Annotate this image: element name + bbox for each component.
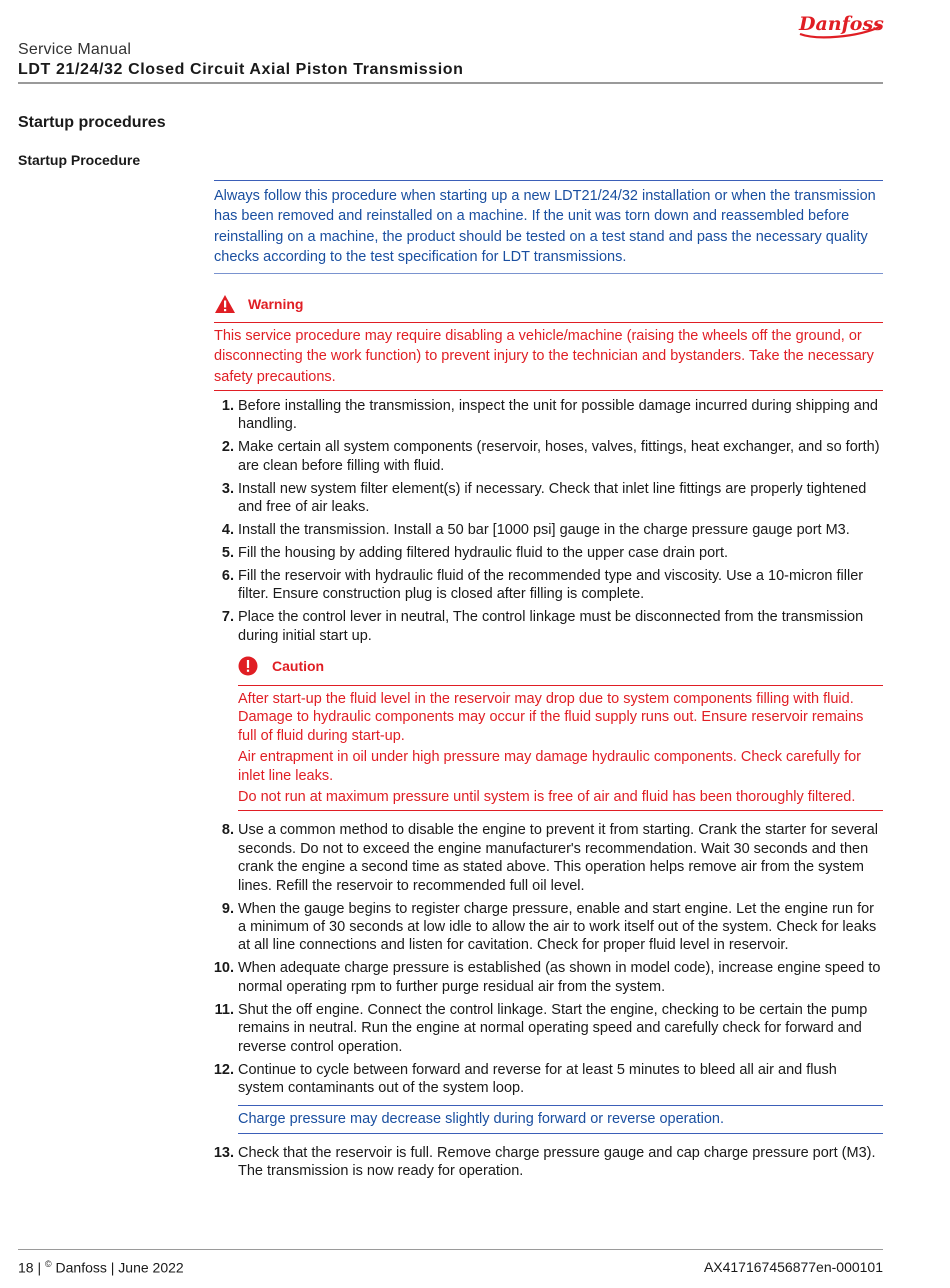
danfoss-logo <box>796 4 886 42</box>
copyright-symbol: © <box>45 1259 52 1269</box>
list-item <box>214 608 883 645</box>
list-item <box>214 544 883 562</box>
step-number: 6. <box>221 568 234 585</box>
caution-label: Caution <box>272 658 325 675</box>
logo-wordmark: Danfoss <box>799 13 884 35</box>
list-item <box>214 438 883 475</box>
step-text: When the gauge begins to register charge pressure, enable and start engine. Let the engine run for a minimum of 30 seconds at low idle to allow the air to work itself out of the system. Check for leaks at all line connections and listen for cavitation. Check for proper fluid level in reservoir. <box>238 900 877 954</box>
warning-triangle-icon <box>214 294 236 314</box>
step-text: Before installing the transmission, inspect the unit for possible damage incurred during shipping and handling. <box>238 397 878 433</box>
warning-header <box>214 291 883 317</box>
step-number: 3. <box>221 480 234 497</box>
page-number: 18 <box>18 1259 34 1276</box>
list-item <box>214 1061 883 1098</box>
step-text: When adequate charge pressure is established (as shown in model code), increase engine speed to normal operating rpm to further purge residual air from the system. <box>238 960 881 995</box>
list-item <box>214 521 883 539</box>
header-divider <box>18 82 883 84</box>
step-text: Make certain all system components (reservoir, hoses, valves, fittings, heat exchanger, and so forth) are clean before filling with fluid. <box>238 439 880 474</box>
step-text: Fill the housing by adding filtered hydraulic fluid to the upper case drain port. <box>238 545 729 562</box>
caution-paragraph: Do not run at maximum pressure until system is free of air and fluid has been thoroughly filtered. <box>238 789 856 806</box>
step-text: Place the control lever in neutral, The control linkage must be disconnected from the transmission during initial start up. <box>238 609 864 644</box>
step-number: 1. <box>221 397 234 414</box>
warning-label: Warning <box>248 296 304 313</box>
step-number: 4. <box>221 522 234 539</box>
list-item <box>214 1144 883 1181</box>
step-number: 12. <box>213 1061 234 1078</box>
step-number: 2. <box>221 439 234 456</box>
steps-list-b <box>214 821 883 1097</box>
header-subtitle: Service Manual <box>18 41 132 58</box>
step-number: 10. <box>213 960 234 977</box>
caution-text <box>238 685 883 811</box>
list-item <box>214 821 883 895</box>
caution-paragraph: Air entrapment in oil under high pressure may damage hydraulic components. Check carefully for inlet line leaks. <box>238 749 862 784</box>
footer-left: 18 | © Danfoss | June 2022 <box>18 1259 184 1276</box>
document-id: AX417167456877en-000101 <box>703 1259 883 1275</box>
step-text: Fill the reservoir with hydraulic fluid of the recommended type and viscosity. Use a 10-micron filler filter. Ensure construction plug is closed after filling is complete. <box>238 568 864 603</box>
list-item <box>214 397 883 434</box>
header-title: LDT 21/24/32 Closed Circuit Axial Piston Transmission <box>18 61 464 78</box>
footer-company-date: Danfoss | June 2022 <box>55 1259 184 1276</box>
list-item <box>214 480 883 517</box>
step-text: Continue to cycle between forward and reverse for at least 5 minutes to bleed all air and flush system contaminants out of the system loop. <box>238 1061 837 1097</box>
caution-header <box>238 653 883 679</box>
step-number: 5. <box>221 545 234 562</box>
step-text: Install new system filter element(s) if necessary. Check that inlet line fittings are properly tightened and free of air leaks. <box>238 480 867 516</box>
step-text: Install the transmission. Install a 50 bar [1000 psi] gauge in the charge pressure gauge port M3. <box>238 522 850 539</box>
content-column <box>214 180 883 1185</box>
list-item <box>214 567 883 604</box>
footer-divider <box>18 1249 883 1250</box>
step-number: 13. <box>213 1144 234 1161</box>
section-subtitle: Startup Procedure <box>18 152 141 168</box>
caution-block <box>238 653 883 811</box>
intro-note: Always follow this procedure when starting up a new LDT21/24/32 installation or when the transmission has been removed and reinstalled on a machine. If the unit was torn down and reassembled before reinstalling on a machine, the product should be tested on a test stand and pass the necessary quality checks according to the test specification for LDT transmissions. <box>214 180 883 274</box>
step12-note: Charge pressure may decrease slightly during forward or reverse operation. <box>238 1105 883 1134</box>
step-text: Use a common method to disable the engine to prevent it from starting. Crank the starter for several seconds. Do not to exceed the engine manufacturer's recommendation. Wait 30 seconds and then crank the engine a second time as stated above. This operation helps remove air from the system lines. Refill the reservoir to recommended full oil level. <box>238 822 878 894</box>
step-number: 9. <box>221 900 234 917</box>
steps-list-a <box>214 397 883 645</box>
step-text: Shut the off engine. Connect the control linkage. Start the engine, checking to be certain the pump remains in neutral. Run the engine at normal operating speed and carefully check for forward and reverse control operation. <box>238 1001 868 1055</box>
list-item <box>214 1001 883 1056</box>
steps-list-c <box>214 1144 883 1181</box>
step-number: 11. <box>214 1001 234 1018</box>
list-item <box>214 959 883 996</box>
caution-paragraph: After start-up the fluid level in the reservoir may drop due to system components filling with fluid. Damage to hydraulic components may occur if the fluid supply runs out. Ensure reservoir remains full of fluid during start-up. <box>238 691 864 744</box>
exclamation-circle-icon <box>238 656 258 676</box>
step-text: Check that the reservoir is full. Remove charge pressure gauge and cap charge pressure port (M3). The transmission is now ready for operation. <box>238 1144 876 1179</box>
step-number: 7. <box>221 609 234 626</box>
section-title: Startup procedures <box>18 114 166 131</box>
warning-text: This service procedure may require disabling a vehicle/machine (raising the wheels off the ground, or disconnecting the work function) to prevent injury to the technician and bystanders. Take the necessary safety precautions. <box>214 322 883 391</box>
step-number: 8. <box>221 822 234 839</box>
list-item <box>214 900 883 955</box>
